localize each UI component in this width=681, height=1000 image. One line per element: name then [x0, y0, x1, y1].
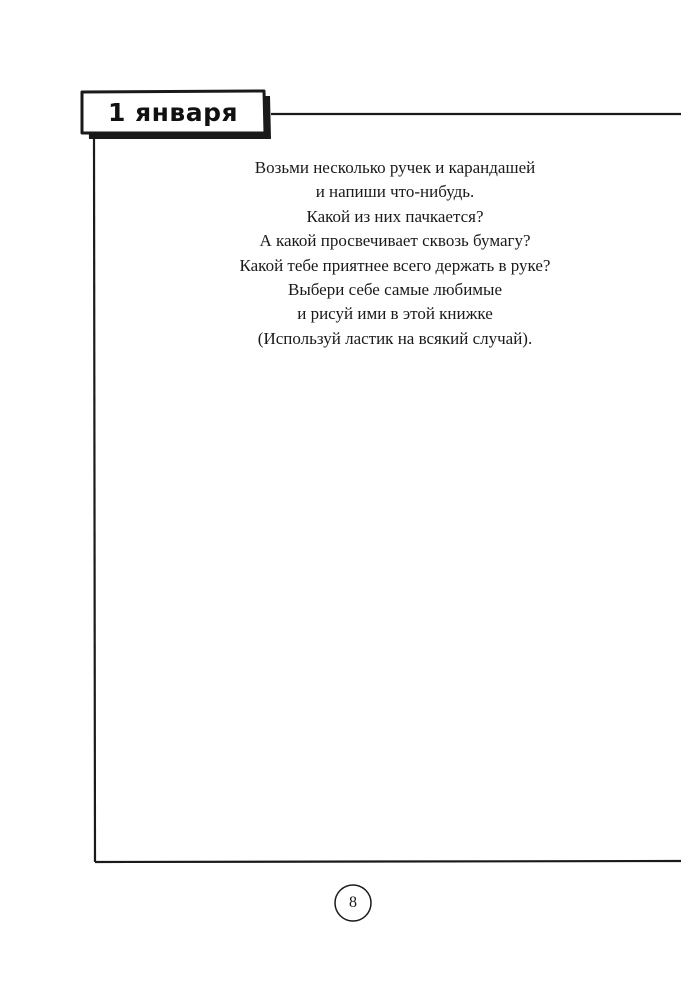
page-number: 8	[349, 894, 357, 911]
date-title: 1 января	[107, 97, 239, 127]
instruction-line: (Используй ластик на всякий случай).	[257, 328, 533, 348]
instruction-line: А какой просвечивает сквозь бумагу?	[259, 231, 531, 251]
frame-bottom-line	[95, 861, 681, 862]
instruction-line: и рисуй ими в этой книжке	[297, 304, 493, 324]
instruction-line: Выбери себе самые любимые	[287, 280, 503, 300]
instructions-text	[95, 156, 681, 351]
frame-top-line	[271, 113, 681, 114]
instruction-line: и напиши что-нибудь.	[315, 182, 475, 202]
instruction-line: Какой тебе приятнее всего держать в руке?	[239, 255, 551, 275]
instruction-line: Возьми несколько ручек и карандашей	[254, 158, 536, 177]
instruction-line: Какой из них пачкается?	[306, 206, 484, 226]
